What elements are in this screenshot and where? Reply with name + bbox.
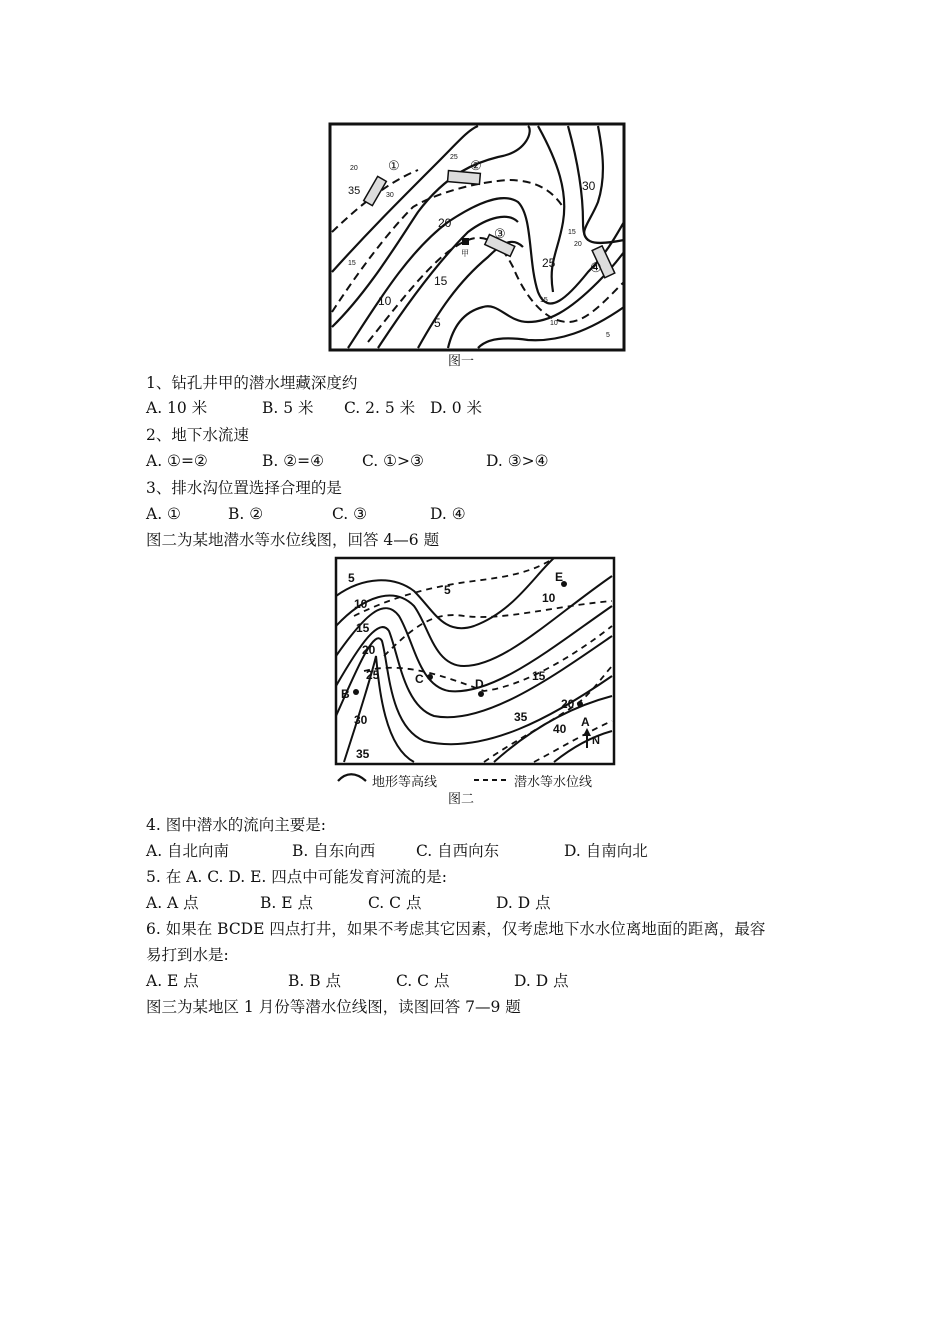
label: 40 [553,722,567,736]
label: 5 [606,332,610,339]
option: C. C 点 [368,894,422,912]
option: D. ③>④ [486,452,549,470]
question-1: 1、钻孔井甲的潜水埋藏深度约 [146,374,358,392]
well-label: 甲 [461,249,469,258]
option: C. C 点 [396,972,450,990]
label: 20 [438,216,452,230]
legend-terrain-icon [338,774,366,781]
option: C. ①>③ [362,452,424,470]
option: D. ④ [430,505,466,523]
figure-1-caption: 图一 [448,353,475,368]
option: A. A 点 [146,894,199,912]
point-e: E [555,570,564,584]
legend-terrain-label: 地形等高线 [372,774,438,789]
question-5-options [146,892,551,914]
label: 10 [378,294,392,308]
label: 20 [362,643,376,657]
intro-figure-3: 图三为某地区 1 月份等潜水位线图，读图回答 7—9 题 [146,998,521,1016]
question-6-line-1: 6. 如果在 BCDE 四点打井，如果不考虑其它因素，仅考虑地下水水位离地面的距离，最容 [146,920,766,938]
legend-water-label: 潜水等水位线 [514,774,593,789]
point-d: D [475,677,484,691]
label: 15 [532,669,546,683]
option: C. 自西向东 [416,842,500,860]
label: 15 [540,297,548,304]
option: B. 自东向西 [292,842,376,860]
option: A. ①=② [146,452,208,470]
label: 35 [356,747,370,761]
question-6-line-2: 易打到水是: [146,946,229,964]
well-jia [462,238,469,245]
marker-2: ② [470,158,482,173]
figure-2-caption: 图二 [448,791,475,806]
option: B. ② [228,505,264,523]
label: 20 [574,241,582,248]
option: B. ②=④ [262,452,325,470]
label: 30 [582,179,596,193]
label: 35 [348,185,361,197]
question-2-options [146,450,549,472]
label: 15 [348,260,356,267]
label: 25 [450,154,458,161]
label: 35 [514,710,528,724]
label: 20 [350,165,358,172]
label: 10 [542,591,556,605]
question-2: 2、地下水流速 [146,426,249,444]
question-5: 5. 在 A. C. D. E. 四点中可能发育河流的是: [146,868,447,886]
question-4-options [146,840,648,862]
label: 10 [550,320,558,327]
label: 30 [354,713,368,727]
point-a: A [581,715,590,729]
label: 25 [542,256,556,270]
north-label: N [592,735,600,747]
option: D. D 点 [496,894,551,912]
question-1-options [146,397,482,419]
option: B. 5 米 [262,399,314,417]
label: 5 [434,316,441,330]
option: D. D 点 [514,972,569,990]
option: A. 10 米 [146,399,208,417]
label: 30 [386,192,394,199]
label: 15 [434,274,448,288]
point-b: B [341,687,350,701]
question-3: 3、排水沟位置选择合理的是 [146,479,342,497]
label: 25 [366,668,380,682]
option: A. 自北向南 [146,842,230,860]
label: 5 [444,583,451,597]
option: B. B 点 [288,972,342,990]
label: 15 [356,621,370,635]
question-3-options [146,503,466,525]
figure-2-map [334,556,616,808]
option: D. 0 米 [430,399,483,417]
question-6-options [146,970,569,992]
label: 10 [354,597,368,611]
option: B. E 点 [260,894,313,912]
option: A. ① [146,505,181,523]
marker-3: ③ [494,226,506,241]
option: D. 自南向北 [564,842,648,860]
label: 20 [561,697,575,711]
label: 5 [348,571,355,585]
point-c: C [415,672,424,686]
option: A. E 点 [146,972,199,990]
option: C. ③ [332,505,368,523]
figure-1-map [328,122,626,370]
intro-figure-2: 图二为某地潜水等水位线图，回答 4—6 题 [146,531,440,549]
label: 15 [568,229,576,236]
question-4: 4. 图中潜水的流向主要是: [146,816,326,834]
option: C. 2. 5 米 [344,399,416,417]
marker-4: ④ [590,260,602,275]
marker-1: ① [388,158,400,173]
